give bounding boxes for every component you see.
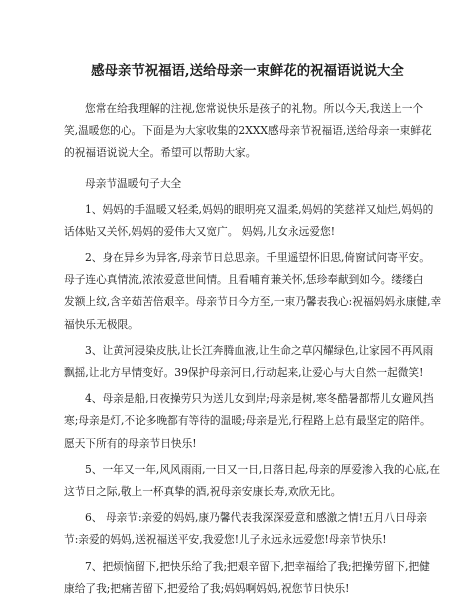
item-line: 发额上纹,含辛茹苦倍艰辛。母亲节日今方至,一束乃馨表我心:祝福妈妈永康健,幸 <box>64 295 442 309</box>
article-title: 感母亲节祝福语,送给母亲一束鲜花的祝福语说说大全 <box>91 63 404 79</box>
item-line: 飘摇,让北方早情变好。39保护母亲河日,行动起来,让爱心与大自然一起微笑! <box>64 366 424 380</box>
item-line: 寒;母亲是灯,不论多晚都有等待的温暖;母亲是光,行程路上总有最坚定的陪伴。 <box>64 414 431 428</box>
blessing-item-3 <box>64 340 434 384</box>
blessing-item-2 <box>64 247 442 336</box>
blessing-item-4 <box>64 388 434 455</box>
item-line: 这节日之际,敬上一杯真挚的酒,祝母亲安康长寿,欢欣无比。 <box>64 485 342 499</box>
item-line: 5、一年又一年,风风雨雨,一日又一日,日落日起,母亲的厚爱渗入我的心底,在 <box>85 462 441 476</box>
item-line: 1、妈妈的手温暖又轻柔,妈妈的眼明亮又温柔,妈妈的笑慈祥又灿烂,妈妈的 <box>85 202 434 216</box>
item-line: 康给了我;把痛苦留下,把爱给了我;妈妈啊妈妈,祝您节日快乐! <box>64 581 350 595</box>
item-line: 7、把烦恼留下,把快乐给了我;把艰辛留下,把幸福给了我;把操劳留下,把健 <box>85 559 430 573</box>
item-line: 母子连心真情流,浓浓爱意世间情。且看哺育兼关怀,恁珍奉献到如今。缕缕白 <box>64 273 424 287</box>
section-subheading: 母亲节温暖句子大全 <box>85 176 182 190</box>
blessing-item-7 <box>64 556 431 600</box>
item-line: 6、 母亲节:亲爱的妈妈,康乃馨代表我深深爱意和感激之情!五月八日母亲 <box>85 511 428 525</box>
blessing-item-6 <box>64 507 431 551</box>
item-line: 节:亲爱的妈妈,送祝福送平安,我爱您!儿子永远永远爱您!母亲节快乐! <box>64 533 387 547</box>
intro-line: 笑,温暖您的心。下面是为大家收集的2XXX感母亲节祝福语,送给母亲一束鲜花 <box>64 124 432 138</box>
intro-line: 的祝福语说说大全。希望可以帮助大家。 <box>64 146 257 160</box>
item-line: 3、让黄河浸染皮肤,让长江奔腾血液,让生命之草闪耀绿色,让家园不再风雨 <box>85 343 434 357</box>
intro-line: 您常在给我理解的注视,您常说快乐是孩子的礼物。所以今天,我送上一个 <box>85 102 424 115</box>
item-line: 福快乐无极限。 <box>64 317 139 331</box>
blessing-item-5 <box>64 459 441 503</box>
blessing-item-1 <box>64 199 434 243</box>
intro-paragraph <box>64 98 431 165</box>
item-line: 2、身在异乡为异客,母亲节日总思亲。千里遥望怀旧思,倚窗试问寄平安。 <box>85 251 430 265</box>
item-line: 愿天下所有的母亲节日快乐! <box>64 436 197 450</box>
item-line: 话体贴又关怀,妈妈的爱伟大又宽广。 妈妈,儿女永远爱您! <box>64 224 335 238</box>
item-line: 4、母亲是船,日夜操劳只为送儿女到岸;母亲是树,寒冬酷暑都帮儿女避风挡 <box>85 392 434 406</box>
